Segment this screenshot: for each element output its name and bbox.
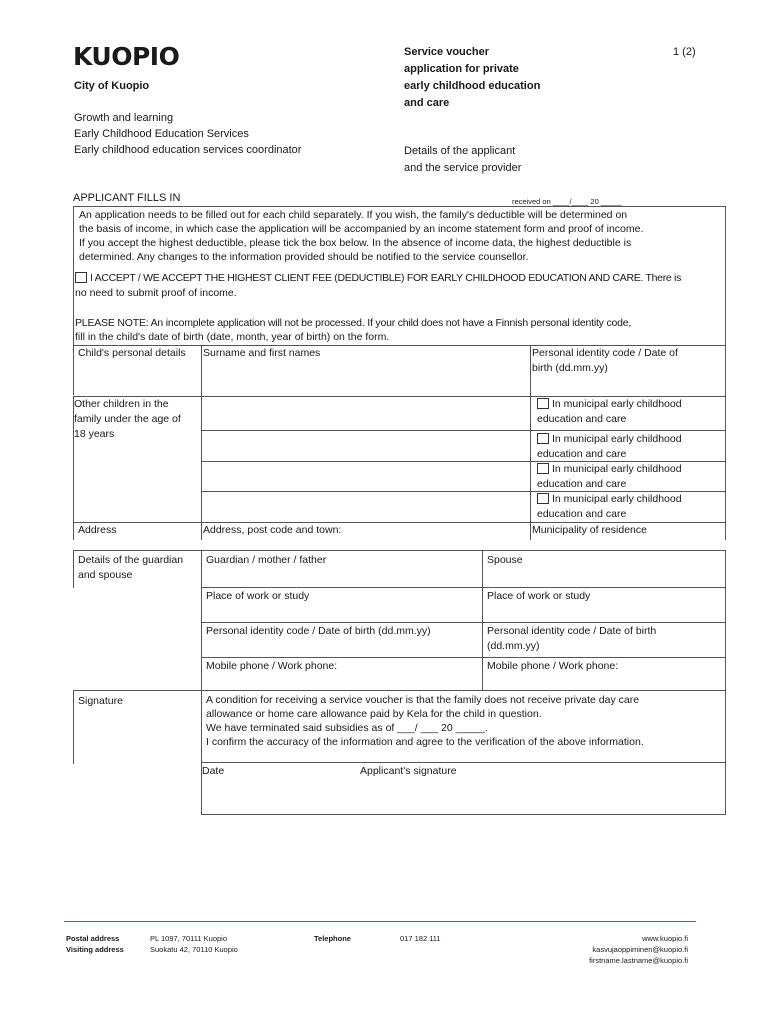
other-children-line: Other children in the [74,398,169,410]
postal-value: PL 1097, 70111 Kuopio [150,934,228,943]
other-children-line: 18 years [74,428,115,440]
other-children-line: family under the age of [74,413,181,425]
guardian-mobile[interactable]: Mobile phone / Work phone: [206,660,338,672]
footer-divider [64,921,696,922]
postal-label: Postal address [66,934,120,943]
visiting-label: Visiting address [66,945,124,954]
municipal-text: In municipal early childhood [552,493,682,505]
surname-label: Surname and first names [203,347,321,359]
telephone-label: Telephone [314,934,351,943]
municipal-text: education and care [537,478,627,490]
subtitle-line: and the service provider [404,162,522,174]
pid-line: Personal identity code / Date of [532,347,678,359]
footer-contacts [589,933,688,966]
subtitle-line: Details of the applicant [404,145,516,157]
dept-line: Early Childhood Education Services [74,128,249,140]
municipal-option-1[interactable] [537,397,682,427]
department-block [74,110,301,158]
municipal-checkbox-4[interactable] [537,493,549,504]
footer-email-2[interactable]: firstname.lastname@kuopio.fi [589,956,688,965]
municipality-field[interactable]: Municipality of residence [532,524,647,536]
municipal-option-4[interactable] [537,492,682,522]
kuopio-logo: KUOPIO [73,42,180,71]
condition-line: I confirm the accuracy of the information and agree to the verification of the above information. [206,736,644,748]
municipal-text: In municipal early childhood [552,433,682,445]
municipal-text: In municipal early childhood [552,398,682,410]
applicant-signature-field[interactable]: Applicant's signature [360,765,457,777]
city-name: City of Kuopio [74,80,150,92]
guardian-details-label [78,553,183,583]
document-title [404,44,540,112]
municipal-text: In municipal early childhood [552,463,682,475]
document-subtitle [404,143,521,177]
accept-highest-fee [75,271,725,301]
guardian-details-line: and spouse [78,569,133,581]
applicant-fills-in-heading: APPLICANT FILLS IN [73,192,181,204]
note-line: PLEASE NOTE: An incomplete application will not be processed. If your child does not have a Finnish personal identity code, [75,317,632,329]
dept-line: Growth and learning [74,112,174,124]
guardian-pid[interactable]: Personal identity code / Date of birth (dd.mm.yy) [206,625,431,637]
condition-line: allowance or home care allowance paid by Kela for the child in question. [206,708,542,720]
other-children-label [74,397,181,442]
spouse-place-of-work[interactable]: Place of work or study [487,590,591,602]
spouse-pid-line: Personal identity code / Date of birth [487,625,657,637]
spouse-pid-line: (dd.mm.yy) [487,640,540,652]
page-number: 1 (2) [673,46,696,58]
visiting-value: Suokatu 42, 70110 Kuopio [150,945,238,954]
note-line: fill in the child's date of birth (date, month, year of birth) on the form. [75,331,390,343]
intro-text [79,208,643,264]
intro-line: determined. Any changes to the information provided should be notified to the service counsellor. [79,251,529,263]
address-field[interactable]: Address, post code and town: [203,524,342,536]
accept-text-2: no need to submit proof of income. [75,287,237,299]
guardian-details-line: Details of the guardian [78,554,184,566]
footer-email-1[interactable]: kasvujaoppiminen@kuopio.fi [592,945,688,954]
spouse-field[interactable]: Spouse [487,554,523,566]
please-note [75,316,631,344]
pid-line: birth (dd.mm.yy) [532,362,608,374]
spouse-mobile[interactable]: Mobile phone / Work phone: [487,660,619,672]
condition-text [206,693,644,749]
municipal-checkbox-1[interactable] [537,398,549,409]
signature-label: Signature [78,695,123,707]
title-line: Service voucher [404,46,489,58]
intro-line: An application needs to be filled out for each child separately. If you wish, the family's deductible will be determined on [79,209,628,221]
pid-label [532,346,678,376]
footer-labels [66,933,124,955]
intro-line: If you accept the highest deductible, please tick the box below. In the absence of income data, the highest deductible is [79,237,632,249]
municipal-text: education and care [537,413,627,425]
dept-line: Early childhood education services coordinator [74,144,302,156]
condition-line: We have terminated said subsidies as of ___/ ___ 20 _____. [206,722,488,734]
title-line: application for private [404,63,519,75]
municipal-option-3[interactable] [537,462,682,492]
municipal-text: education and care [537,448,627,460]
footer-web-link[interactable]: www.kuopio.fi [642,934,688,943]
title-line: and care [404,97,450,109]
guardian-place-of-work[interactable]: Place of work or study [206,590,310,602]
footer-addresses [150,933,238,955]
title-line: early childhood education [404,80,541,92]
municipal-text: education and care [537,508,627,520]
municipal-checkbox-2[interactable] [537,433,549,444]
received-on: received on ____/____ 20 _____ [512,197,622,206]
condition-line: A condition for receiving a service voucher is that the family does not receive private day care [206,694,640,706]
guardian-field[interactable]: Guardian / mother / father [206,554,327,566]
telephone-value: 017 182 111 [400,934,441,943]
date-field[interactable]: Date [202,765,225,777]
address-label: Address [78,524,117,536]
municipal-option-2[interactable] [537,432,682,462]
intro-line: the basis of income, in which case the application will be accompanied by an income statement form and proof of income. [79,223,644,235]
accept-text-1: I ACCEPT / WE ACCEPT THE HIGHEST CLIENT FEE (DEDUCTIBLE) FOR EARLY CHILDHOOD EDUCATION AND CARE. There is [90,272,682,284]
accept-highest-fee-checkbox[interactable] [75,272,87,283]
child-details-label: Child's personal details [78,347,186,359]
spouse-pid[interactable] [487,624,656,654]
municipal-checkbox-3[interactable] [537,463,549,474]
